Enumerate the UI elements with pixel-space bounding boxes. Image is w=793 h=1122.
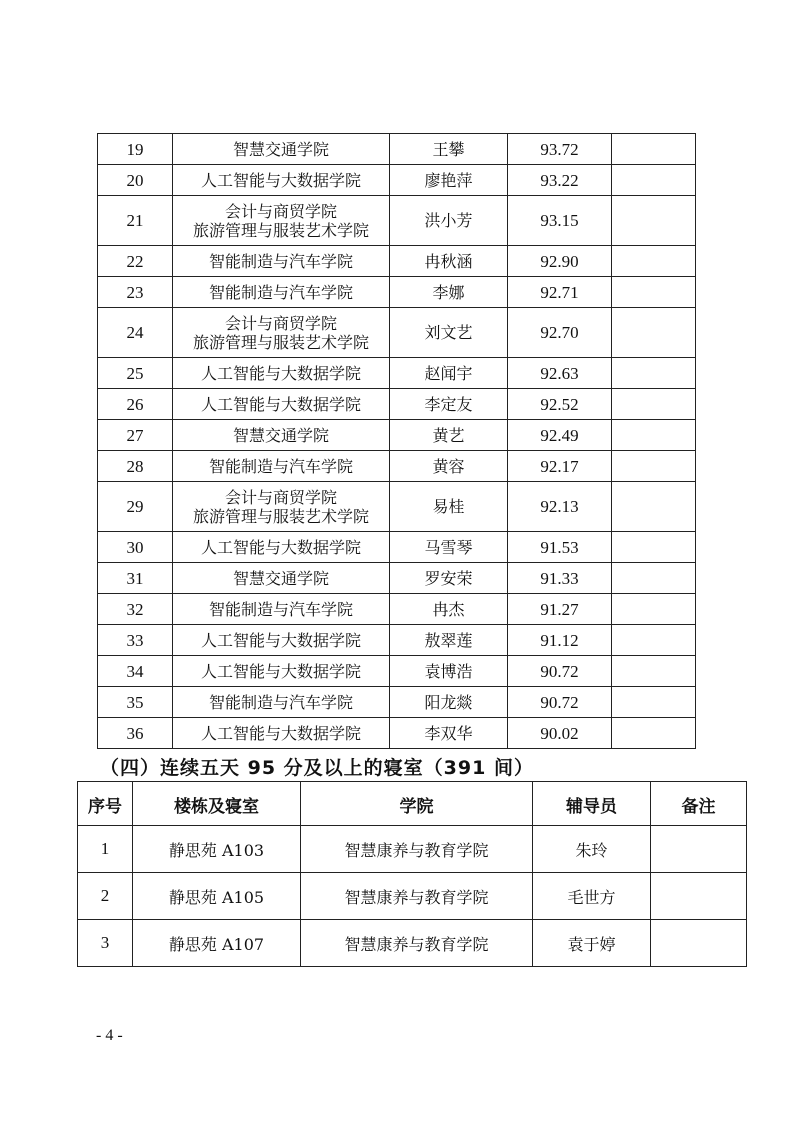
dorm-table <box>77 781 747 967</box>
college-name: 智能制造与汽车学院 <box>208 251 353 271</box>
note-cell <box>612 625 696 656</box>
note-cell <box>651 920 747 967</box>
page-number: - 4 - <box>96 1027 123 1044</box>
row-index: 20 <box>98 165 173 196</box>
college-name: 人工智能与大数据学院 <box>200 394 361 414</box>
room-cell: 静思苑 A105 <box>133 873 301 920</box>
note-cell <box>651 826 747 873</box>
row-index: 29 <box>98 482 173 532</box>
row-index: 25 <box>98 358 173 389</box>
row-index: 2 <box>78 873 133 920</box>
student-name: 黄艺 <box>390 420 508 451</box>
note-cell <box>612 656 696 687</box>
college-cell <box>173 687 390 718</box>
row-index: 35 <box>98 687 173 718</box>
college-name: 会计与商贸学院 <box>224 487 337 507</box>
student-name: 王攀 <box>390 134 508 165</box>
note-cell <box>612 165 696 196</box>
college-cell <box>173 246 390 277</box>
college-name: 人工智能与大数据学院 <box>200 723 361 743</box>
note-cell <box>612 196 696 246</box>
table-row <box>98 563 696 594</box>
college-cell <box>173 594 390 625</box>
college-name: 人工智能与大数据学院 <box>200 170 361 190</box>
table-row <box>98 482 696 532</box>
score: 91.12 <box>508 625 612 656</box>
table-row <box>98 196 696 246</box>
row-index: 32 <box>98 594 173 625</box>
student-name: 洪小芳 <box>390 196 508 246</box>
note-cell <box>612 420 696 451</box>
college-name: 智能制造与汽车学院 <box>208 599 353 619</box>
college-cell <box>173 134 390 165</box>
score: 93.72 <box>508 134 612 165</box>
score: 90.02 <box>508 718 612 749</box>
college-cell: 智慧康养与教育学院 <box>301 873 533 920</box>
note-cell <box>612 451 696 482</box>
row-index: 28 <box>98 451 173 482</box>
table-row <box>98 134 696 165</box>
table-row <box>98 687 696 718</box>
row-index: 31 <box>98 563 173 594</box>
table-row <box>98 625 696 656</box>
table-row <box>98 246 696 277</box>
room-cell: 静思苑 A107 <box>133 920 301 967</box>
header-college: 学院 <box>301 782 533 826</box>
note-cell <box>612 134 696 165</box>
college-name: 会计与商贸学院 <box>224 201 337 221</box>
header-room: 楼栋及寝室 <box>133 782 301 826</box>
score: 90.72 <box>508 656 612 687</box>
college-name: 智慧交通学院 <box>232 139 329 159</box>
table-row <box>98 358 696 389</box>
student-name: 敖翠莲 <box>390 625 508 656</box>
note-cell <box>612 563 696 594</box>
room-cell: 静思苑 A103 <box>133 826 301 873</box>
student-name: 李娜 <box>390 277 508 308</box>
college-name: 人工智能与大数据学院 <box>200 363 361 383</box>
row-index: 36 <box>98 718 173 749</box>
note-cell <box>612 358 696 389</box>
table-row <box>98 594 696 625</box>
dorm-table-header-row <box>78 782 747 826</box>
college-cell <box>173 482 390 532</box>
note-cell <box>612 482 696 532</box>
score: 91.33 <box>508 563 612 594</box>
row-index: 3 <box>78 920 133 967</box>
student-name: 李定友 <box>390 389 508 420</box>
student-name: 马雪琴 <box>390 532 508 563</box>
student-name: 刘文艺 <box>390 308 508 358</box>
counselor-cell: 袁于婷 <box>533 920 651 967</box>
college-cell <box>173 532 390 563</box>
ranking-table <box>97 133 696 749</box>
header-index: 序号 <box>78 782 133 826</box>
table-row <box>98 277 696 308</box>
score: 91.27 <box>508 594 612 625</box>
row-index: 24 <box>98 308 173 358</box>
score: 92.70 <box>508 308 612 358</box>
table-row <box>98 718 696 749</box>
student-name: 赵闻宇 <box>390 358 508 389</box>
college-name: 智能制造与汽车学院 <box>208 456 353 476</box>
college-cell <box>173 308 390 358</box>
student-name: 袁博浩 <box>390 656 508 687</box>
college-cell <box>173 656 390 687</box>
note-cell <box>612 532 696 563</box>
college-cell <box>173 277 390 308</box>
college-cell: 智慧康养与教育学院 <box>301 920 533 967</box>
college-cell <box>173 420 390 451</box>
student-name: 黄容 <box>390 451 508 482</box>
note-cell <box>612 718 696 749</box>
college-cell <box>173 389 390 420</box>
row-index: 34 <box>98 656 173 687</box>
college-cell <box>173 718 390 749</box>
table-row <box>98 656 696 687</box>
score: 92.90 <box>508 246 612 277</box>
table-row <box>78 920 747 967</box>
college-name: 旅游管理与服装艺术学院 <box>192 220 369 240</box>
section-heading: （四）连续五天 95 分及以上的寝室（391 间） <box>100 757 534 779</box>
college-cell <box>173 196 390 246</box>
table-row <box>78 826 747 873</box>
header-counselor: 辅导员 <box>533 782 651 826</box>
ranking-table-body <box>98 134 696 749</box>
dorm-table-body <box>78 826 747 967</box>
row-index: 26 <box>98 389 173 420</box>
score: 92.71 <box>508 277 612 308</box>
counselor-cell: 毛世方 <box>533 873 651 920</box>
student-name: 冉秋涵 <box>390 246 508 277</box>
note-cell <box>612 277 696 308</box>
student-name: 罗安荣 <box>390 563 508 594</box>
note-cell <box>612 246 696 277</box>
student-name: 李双华 <box>390 718 508 749</box>
college-name: 人工智能与大数据学院 <box>200 661 361 681</box>
college-cell <box>173 358 390 389</box>
row-index: 27 <box>98 420 173 451</box>
table-row <box>98 389 696 420</box>
table-row <box>78 873 747 920</box>
college-cell: 智慧康养与教育学院 <box>301 826 533 873</box>
college-name: 会计与商贸学院 <box>224 313 337 333</box>
row-index: 30 <box>98 532 173 563</box>
note-cell <box>612 687 696 718</box>
note-cell <box>612 594 696 625</box>
counselor-cell: 朱玲 <box>533 826 651 873</box>
score: 92.49 <box>508 420 612 451</box>
table-row <box>98 532 696 563</box>
college-name: 旅游管理与服装艺术学院 <box>192 332 369 352</box>
table-row <box>98 308 696 358</box>
row-index: 23 <box>98 277 173 308</box>
score: 92.17 <box>508 451 612 482</box>
college-name: 人工智能与大数据学院 <box>200 630 361 650</box>
row-index: 22 <box>98 246 173 277</box>
score: 92.63 <box>508 358 612 389</box>
college-cell <box>173 165 390 196</box>
college-name: 智能制造与汽车学院 <box>208 692 353 712</box>
score: 92.13 <box>508 482 612 532</box>
score: 93.15 <box>508 196 612 246</box>
score: 93.22 <box>508 165 612 196</box>
student-name: 阳龙燚 <box>390 687 508 718</box>
college-cell <box>173 625 390 656</box>
note-cell <box>612 308 696 358</box>
table-row <box>98 420 696 451</box>
student-name: 廖艳萍 <box>390 165 508 196</box>
note-cell <box>651 873 747 920</box>
college-cell <box>173 563 390 594</box>
table-row <box>98 165 696 196</box>
college-name: 人工智能与大数据学院 <box>200 537 361 557</box>
row-index: 33 <box>98 625 173 656</box>
college-name: 智能制造与汽车学院 <box>208 282 353 302</box>
table-row <box>98 451 696 482</box>
score: 91.53 <box>508 532 612 563</box>
note-cell <box>612 389 696 420</box>
row-index: 21 <box>98 196 173 246</box>
college-name: 智慧交通学院 <box>232 425 329 445</box>
score: 90.72 <box>508 687 612 718</box>
student-name: 冉杰 <box>390 594 508 625</box>
student-name: 易桂 <box>390 482 508 532</box>
header-note: 备注 <box>651 782 747 826</box>
row-index: 19 <box>98 134 173 165</box>
college-cell <box>173 451 390 482</box>
score: 92.52 <box>508 389 612 420</box>
college-name: 旅游管理与服装艺术学院 <box>192 506 369 526</box>
college-name: 智慧交通学院 <box>232 568 329 588</box>
row-index: 1 <box>78 826 133 873</box>
